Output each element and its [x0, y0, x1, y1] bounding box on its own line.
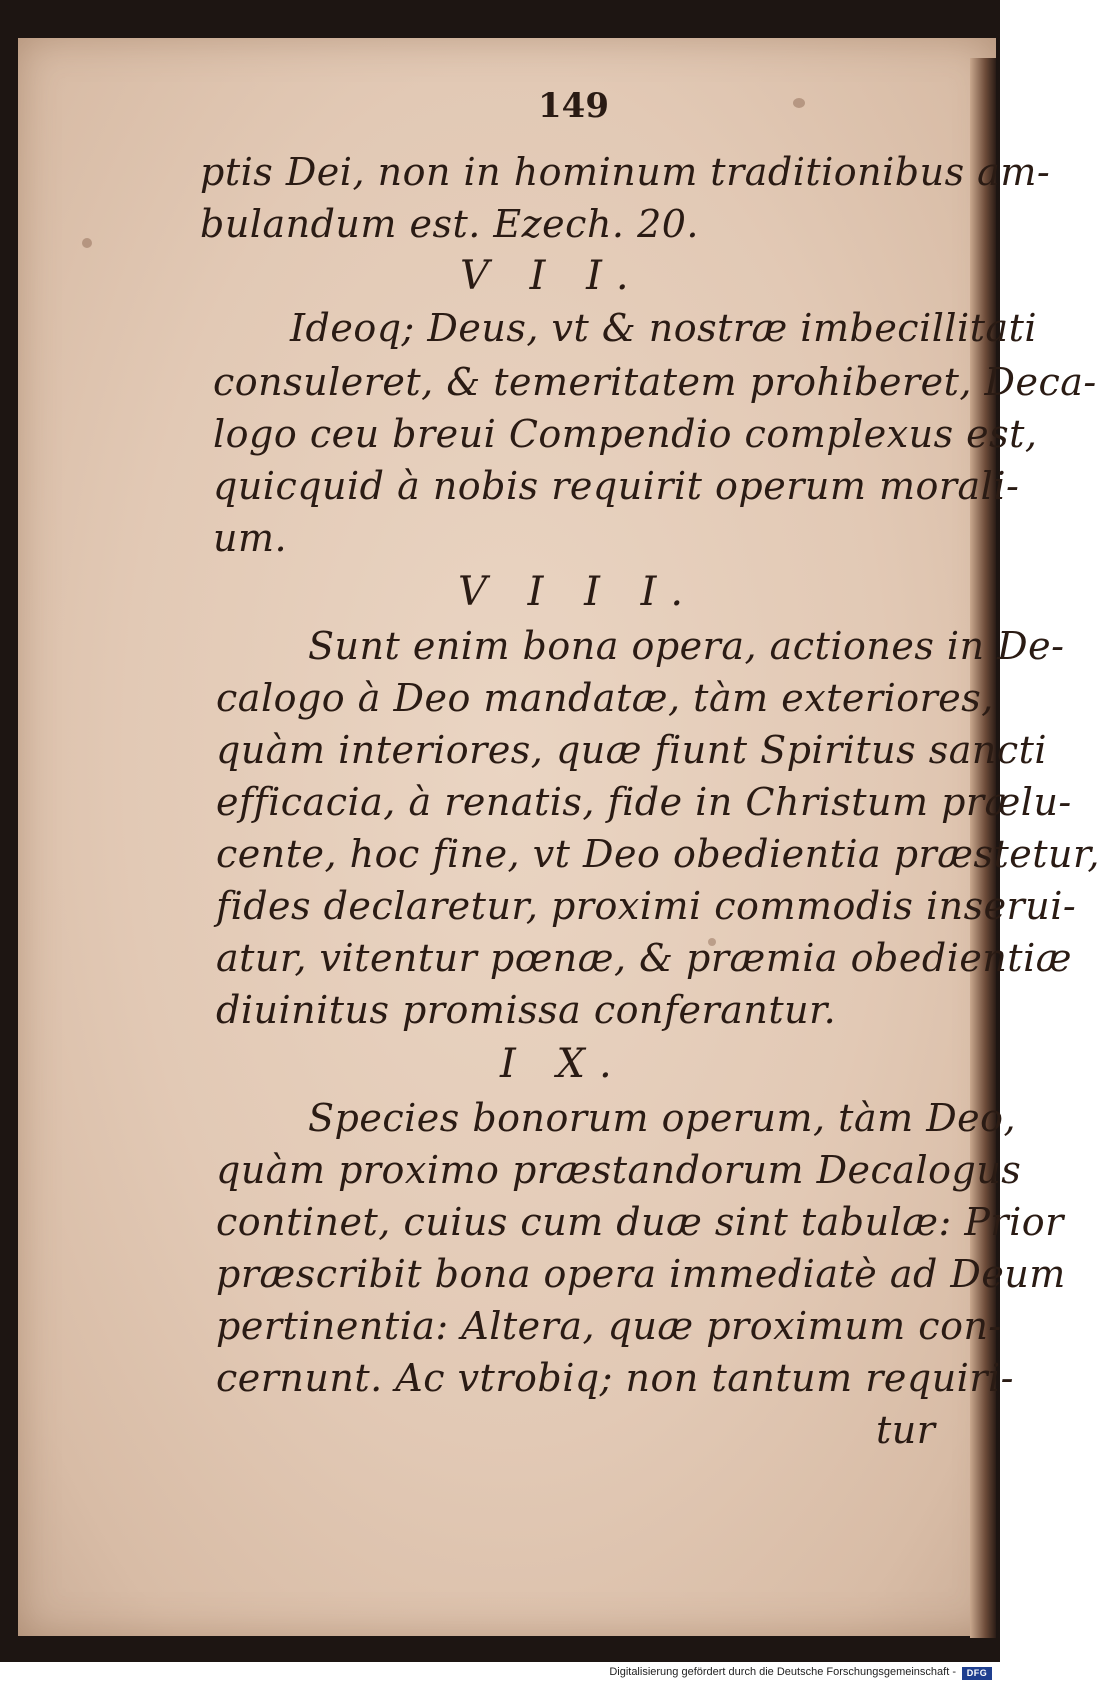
text-line: quàm proximo præstandorum Decalogus [216, 1148, 1022, 1192]
text-line: diuinitus promissa conferantur. [216, 988, 837, 1032]
text-line: cente, hoc fine, vt Deo obedientia præstetur, [216, 832, 1100, 876]
text-line: quicquid à nobis requirit operum morali- [213, 464, 1020, 508]
text-line: continet, cuius cum duæ sint tabulæ: Prior [216, 1200, 1064, 1244]
section-heading: I X. [500, 1041, 626, 1087]
footer-bar [0, 1662, 1000, 1686]
page-number: 149 [538, 86, 609, 126]
text-line: bulandum est. Ezech. 20. [200, 202, 700, 246]
book-page [18, 38, 1100, 1636]
text-line: Ideoq; Deus, vt & nostræ imbecillitati [290, 306, 1038, 350]
foxing-spot [793, 98, 805, 108]
text-line: quàm interiores, quæ fiunt Spiritus sancti [216, 728, 1048, 772]
text-line: logo ceu breui Compendio complexus est, [213, 412, 1038, 456]
foxing-spot [82, 238, 92, 248]
text-line: atur, vitentur pœnæ, & præmia obedientiæ [216, 936, 1072, 980]
text-line: Species bonorum operum, tàm Deo, [308, 1096, 1017, 1140]
text-line: pertinentia: Altera, quæ proximum con- [216, 1304, 1002, 1348]
text-line: fides declaretur, proximi commodis inserui- [216, 884, 1077, 928]
catchword: tur [876, 1408, 936, 1452]
text-line: præscribit bona opera immediatè ad Deum [216, 1252, 1066, 1296]
text-line: consuleret, & temeritatem prohiberet, Deca- [213, 360, 1097, 404]
section-heading: V I I I. [458, 569, 698, 615]
text-line: cernunt. Ac vtrobiq; non tantum requiri- [216, 1356, 1014, 1400]
section-heading: V I I. [460, 253, 643, 299]
dfg-logo: DFG [962, 1667, 992, 1680]
funding-credit: Digitalisierung gefördert durch die Deutsche Forschungsgemeinschaft - [609, 1666, 956, 1678]
text-line: calogo à Deo mandatæ, tàm exteriores, [216, 676, 994, 720]
text-line: Sunt enim bona opera, actiones in De- [308, 624, 1065, 668]
text-line: efficacia, à renatis, fide in Christum prælu- [216, 780, 1072, 824]
text-line: ptis Dei, non in hominum traditionibus am- [200, 150, 1051, 194]
text-line: um. [213, 516, 288, 560]
